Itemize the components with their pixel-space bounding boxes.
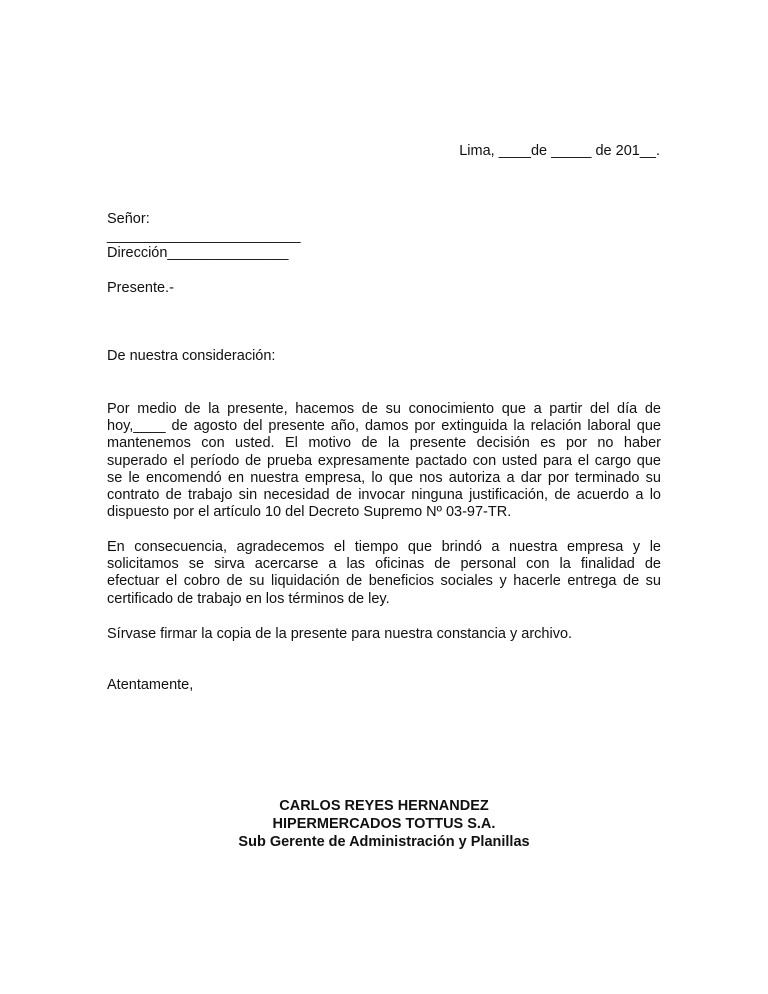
paragraph-2-line: efectuar el cobro de su liquidación de beneficios sociales y hacerle entrega de su (107, 573, 661, 590)
paragraph-2-line: En consecuencia, agradecemos el tiempo que brindó a nuestra empresa y le (107, 539, 661, 555)
date-line: Lima, ____de _____ de 201__. (459, 143, 660, 159)
paragraph-2-line: certificado de trabajo en los términos de ley. (107, 590, 390, 607)
paragraph-1-line: contrato de trabajo sin necesidad de invocar ninguna justificación, de acuerdo a lo (107, 487, 661, 504)
closing: Atentamente, (107, 677, 194, 693)
paragraph-3: Sírvase firmar la copia de la presente para nuestra constancia y archivo. (107, 626, 573, 642)
paragraph-1-line: dispuesto por el artículo 10 del Decreto Supremo Nº 03-97-TR. (107, 504, 512, 521)
signature-position: Sub Gerente de Administración y Planillas (238, 834, 530, 850)
paragraph-1-line: Por medio de la presente, hacemos de su conocimiento que a partir del día de (107, 401, 661, 417)
paragraph-1-line: se le encomendó en nuestra empresa, lo que nos autoriza a dar por terminado su (107, 469, 661, 486)
paragraph-1-line: superado el período de prueba expresamente pactado con usted para el cargo que (107, 452, 661, 469)
presente-line: Presente.- (107, 280, 174, 296)
paragraph-2-line: solicitamos se sirva acercarse a las oficinas de personal con la finalidad de (107, 556, 661, 573)
paragraph-2 (107, 539, 661, 608)
greeting: De nuestra consideración: (107, 348, 276, 364)
signature-company: HIPERMERCADOS TOTTUS S.A. (272, 816, 496, 832)
paragraph-1-line: hoy,____ de agosto del presente año, damos por extinguida la relación laboral que (107, 418, 661, 435)
paragraph-1 (107, 401, 661, 521)
signature-name: CARLOS REYES HERNANDEZ (279, 798, 489, 814)
salutation: Señor: (107, 211, 150, 227)
paragraph-1-line: mantenemos con usted. El motivo de la presente decisión es por no haber (107, 435, 661, 452)
address-line: Dirección_______________ (107, 245, 289, 261)
recipient-name-blank: ________________________ (107, 228, 301, 244)
